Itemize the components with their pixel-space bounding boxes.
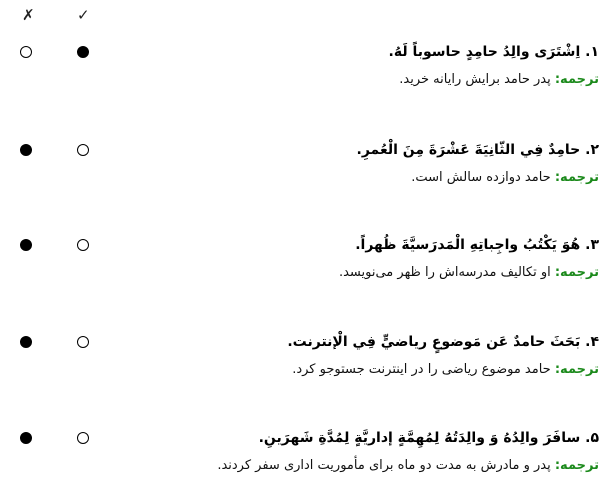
true-radio-3[interactable] — [77, 239, 89, 251]
translation-2-text: حامد دوازده سالش است. — [411, 170, 551, 185]
question-5 — [0, 426, 615, 486]
question-5-text — [259, 426, 599, 450]
false-radio-3[interactable] — [20, 239, 32, 251]
translation-4-text: حامد موضوع ریاضی را در اینترنت جستوجو کرد. — [292, 362, 551, 377]
question-3 — [0, 233, 615, 293]
question-4-number: ۴. — [585, 334, 599, 350]
true-column-header: ✓ — [77, 6, 90, 24]
question-5-number: ۵. — [585, 430, 599, 446]
translation-3 — [339, 263, 599, 283]
translation-3-label: ترجمه: — [554, 265, 599, 280]
translation-5-label: ترجمه: — [554, 458, 599, 473]
false-radio-2[interactable] — [20, 144, 32, 156]
translation-4-label: ترجمه: — [554, 362, 599, 377]
translation-2-label: ترجمه: — [554, 170, 599, 185]
translation-2 — [411, 168, 599, 188]
question-3-number: ۳. — [585, 237, 599, 253]
question-2-arabic: حامِدٌ فِي الثّانِيَةَ عَشْرَةَ مِنَ الْعُمرِ. — [356, 142, 581, 158]
question-1-number: ۱. — [585, 44, 599, 60]
question-1-text — [389, 40, 599, 64]
question-1 — [0, 40, 615, 100]
question-2 — [0, 138, 615, 198]
false-radio-1[interactable] — [20, 46, 32, 58]
question-2-number: ۲. — [585, 142, 599, 158]
true-radio-4[interactable] — [77, 336, 89, 348]
translation-1 — [399, 70, 599, 90]
true-radio-2[interactable] — [77, 144, 89, 156]
false-column-header: ✗ — [22, 6, 35, 24]
question-3-text — [355, 233, 599, 257]
translation-1-text: پدر حامد برایش رایانه خرید. — [399, 72, 551, 87]
false-radio-4[interactable] — [20, 336, 32, 348]
translation-5-text: پدر و مادرش به مدت دو ماه برای مأموریت اداری سفر کردند. — [217, 458, 551, 473]
question-4-arabic: بَحَثَ حامدٌ عَن مَوضوعٍ رياضيٍّ فِي الْإنترنت. — [287, 334, 581, 350]
question-2-text — [357, 138, 599, 162]
translation-5 — [217, 456, 599, 476]
true-radio-1[interactable] — [77, 46, 89, 58]
question-4-text — [287, 330, 599, 354]
translation-4 — [292, 360, 599, 380]
question-1-arabic: اِشْتَرَی والِدُ حامِدٍ حاسوباً لَهُ. — [388, 44, 581, 60]
translation-3-text: او تکالیف مدرسه‌اش را ظهر می‌نویسد. — [338, 265, 551, 280]
translation-1-label: ترجمه: — [554, 72, 599, 87]
question-3-arabic: هُوَ يَكْتُبُ واجِباتِهِ الْمَدرَسيَّةَ ظُهراً. — [355, 237, 581, 253]
question-5-arabic: سافَرَ والِدُهُ وَ والِدَتُهُ لِمُهِمَّةٍ إداريَّةٍ لِمُدَّةِ شَهرَينِ. — [258, 430, 581, 446]
false-radio-5[interactable] — [20, 432, 32, 444]
true-radio-5[interactable] — [77, 432, 89, 444]
question-4 — [0, 330, 615, 390]
